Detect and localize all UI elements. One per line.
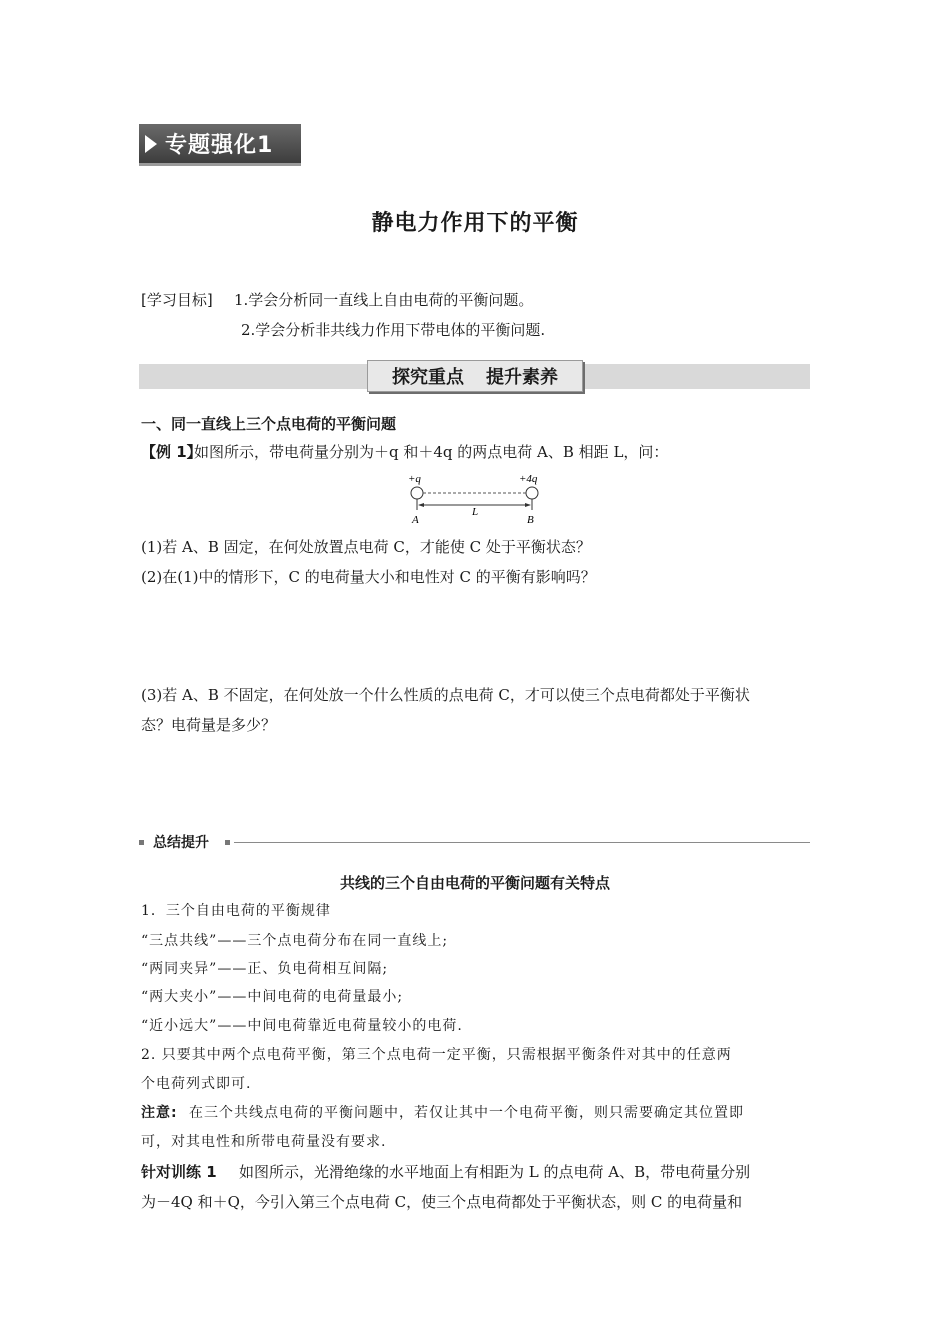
play-arrow-icon	[145, 135, 157, 153]
point-b-label: B	[527, 514, 534, 526]
example-1-label	[141, 441, 202, 463]
arrow-right-icon	[525, 503, 531, 507]
page-title: 静电力作用下的平衡	[371, 211, 579, 236]
charges-diagram	[398, 470, 558, 530]
question-3-line-2: 态？电荷量是多少？	[141, 716, 277, 734]
summary-point-1: 1．三个自由电荷的平衡规律	[141, 903, 331, 919]
question-3-line-1: (3)若 A、B 不固定，在何处放一个什么性质的点电荷 C，才可以使三个点电荷都处于平衡状	[141, 686, 750, 704]
summary-label: 总结提升	[153, 835, 209, 851]
charge-a-label: +q	[408, 473, 421, 485]
section-heading: 一、同一直线上三个点电荷的平衡问题	[141, 415, 397, 433]
section-title-right: 提升素养	[486, 367, 558, 388]
note-line-2: 可，对其电性和所带电荷量没有要求.	[141, 1134, 387, 1150]
topic-badge	[139, 124, 301, 166]
badge-label: 专题强化1	[165, 133, 274, 158]
charge-b-label: +4q	[519, 473, 538, 485]
objectives-label: [学习目标]	[141, 291, 213, 309]
question-2: (2)在(1)中的情形下，C 的电荷量大小和电性对 C 的平衡有影响吗？	[141, 568, 596, 586]
objective-item-1: 1.学会分析同一直线上自由电荷的平衡问题。	[234, 291, 534, 309]
note-line-1	[141, 1102, 178, 1122]
rule-1: “三点共线”——三个点电荷分布在同一直线上;	[141, 933, 449, 949]
square-bullet-icon	[139, 840, 144, 845]
divider-line	[234, 842, 810, 843]
section-title-left: 探究重点	[392, 367, 464, 388]
summary-separator	[139, 832, 810, 852]
training-label: 针对训练 1	[141, 1163, 217, 1181]
example-1-text: 如图所示，带电荷量分别为＋q 和＋4q 的两点电荷 A、B 相距 L，问：	[194, 443, 669, 461]
note-label: 注意:	[141, 1105, 178, 1121]
example-label: 【例 1】	[141, 443, 202, 461]
square-bullet-icon	[225, 840, 230, 845]
objectives-row-1	[141, 290, 213, 310]
charge-a-circle	[411, 487, 423, 499]
arrow-left-icon	[418, 503, 424, 507]
summary-point-2-line-2: 个电荷列式即可.	[141, 1076, 252, 1092]
question-1: (1)若 A、B 固定，在何处放置点电荷 C，才能使 C 处于平衡状态？	[141, 538, 591, 556]
objective-item-2: 2.学会分析非共线力作用下带电体的平衡问题.	[241, 321, 546, 339]
point-a-label: A	[412, 514, 419, 526]
summary-point-2-line-1: 2. 只要其中两个点电荷平衡，第三个点电荷一定平衡，只需根据平衡条件对其中的任意两	[141, 1047, 732, 1063]
section-box	[367, 360, 583, 392]
rule-3: “两大夹小”——中间电荷的电荷量最小;	[141, 989, 404, 1005]
note-text-1: 在三个共线点电荷的平衡问题中，若仅让其中一个电荷平衡，则只需要确定其位置即	[189, 1105, 744, 1121]
training-line-1: 如图所示，光滑绝缘的水平地面上有相距为 L 的点电荷 A、B，带电荷量分别	[239, 1163, 751, 1181]
rule-2: “两同夹异”——正、负电荷相互间隔;	[141, 961, 389, 977]
training-label-row	[141, 1161, 217, 1183]
distance-label: L	[472, 506, 479, 518]
rule-4: “近小远大”——中间电荷靠近电荷量较小的电荷.	[141, 1018, 463, 1034]
summary-title: 共线的三个自由电荷的平衡问题有关特点	[339, 874, 610, 892]
charge-b-circle	[526, 487, 538, 499]
training-line-2: 为－4Q 和＋Q，今引入第三个点电荷 C，使三个点电荷都处于平衡状态，则 C 的电荷量和	[141, 1193, 743, 1211]
